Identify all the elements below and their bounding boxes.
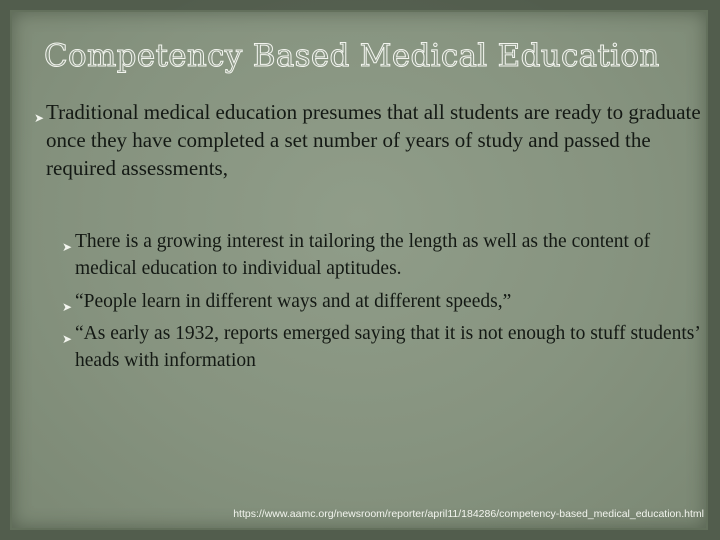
bullet-text: Traditional medical education presumes that all students are ready to graduate once they have completed a set number of years of study and passed the required assessments, <box>46 100 701 180</box>
source-link[interactable]: https://www.aamc.org/newsroom/reporter/april11/184286/competency-based_medical_education.html <box>233 508 704 520</box>
bullet-arrow-icon: ➤ <box>62 240 73 254</box>
bullet-text: There is a growing interest in tailoring the length as well as the content of medical education to individual aptitudes. <box>75 231 651 279</box>
bullet-arrow-icon: ➤ <box>62 300 73 314</box>
bullet-arrow-icon: ➤ <box>34 111 45 125</box>
bullet-item <box>62 228 705 282</box>
bullet-text: “People learn in different ways and at different speeds,” <box>75 291 512 312</box>
bullet-arrow-icon: ➤ <box>62 332 73 346</box>
bullet-item <box>34 98 706 182</box>
slide-title: Competency Based Medical Education <box>44 38 660 74</box>
bullet-item <box>62 288 705 315</box>
bullet-text: “As early as 1932, reports emerged saying that it is not enough to stuff students’ heads with information <box>75 323 700 371</box>
bullet-item <box>62 320 705 374</box>
